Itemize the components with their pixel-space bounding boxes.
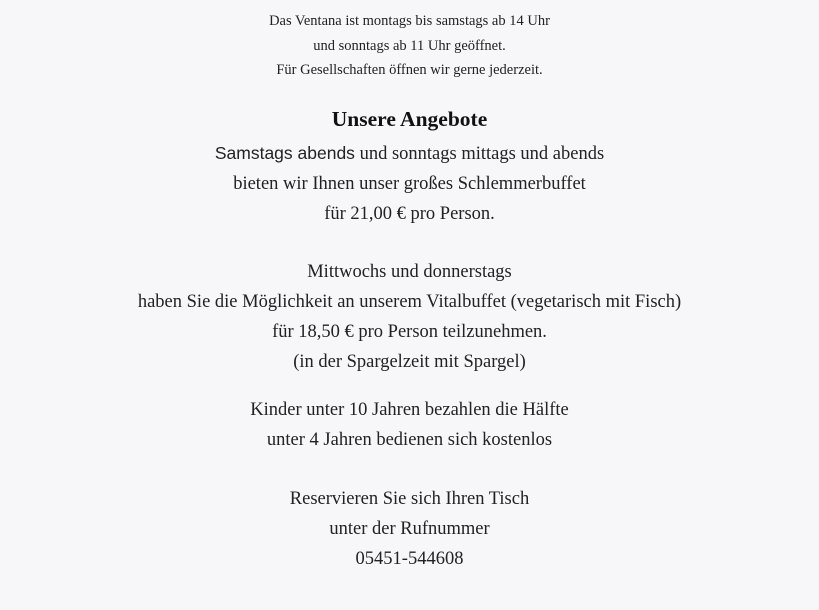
buffet-offer <box>0 138 819 229</box>
buffet-offer-line-1-rest: und sonntags mittags und abends <box>354 144 605 164</box>
opening-hours-line-3: Für Gesellschaften öffnen wir gerne jederzeit. <box>276 62 543 78</box>
offers-heading: Unsere Angebote <box>331 107 488 131</box>
vital-offer-price: für 18,50 € pro Person teilzunehmen. <box>272 322 547 342</box>
vital-buffet-offer <box>0 257 819 377</box>
opening-hours-line-1: Das Ventana ist montags bis samstags ab 14 Uhr <box>269 13 550 29</box>
buffet-offer-line-2: bieten wir Ihnen unser großes Schlemmerbuffet <box>233 174 586 194</box>
opening-hours <box>0 9 819 83</box>
buffet-offer-price: für 21,00 € pro Person. <box>324 204 495 224</box>
vital-offer-note: (in der Spargelzeit mit Spargel) <box>293 352 526 372</box>
kids-pricing-line-2: unter 4 Jahren bedienen sich kostenlos <box>266 430 553 450</box>
kids-pricing-line-1: Kinder unter 10 Jahren bezahlen die Hälfte <box>250 400 569 420</box>
reservation-line-1: Reservieren Sie sich Ihren Tisch <box>289 489 530 509</box>
reservation-line-2: unter der Rufnummer <box>329 519 490 539</box>
buffet-offer-line-1 <box>0 138 819 169</box>
reservation-info <box>0 484 819 574</box>
buffet-offer-lead: Samstags abends <box>214 143 355 163</box>
kids-pricing <box>0 395 819 455</box>
reservation-phone: 05451-544608 <box>355 549 464 569</box>
vital-offer-line-2: haben Sie die Möglichkeit an unserem Vitalbuffet (vegetarisch mit Fisch) <box>137 292 682 312</box>
vital-offer-line-1: Mittwochs und donnerstags <box>307 262 512 282</box>
opening-hours-line-2: und sonntags ab 11 Uhr geöffnet. <box>313 37 506 54</box>
